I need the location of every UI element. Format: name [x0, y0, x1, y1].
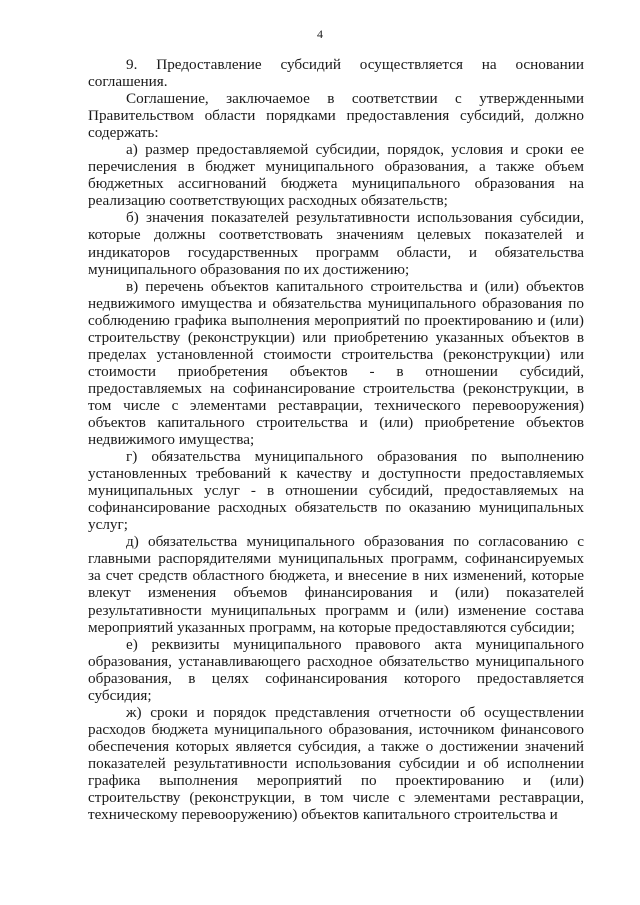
paragraph-item-e: е) реквизиты муниципального правового акта муниципального образования, устанавливающего расходное обязательство муниципального образования, в целях софинансирования которого предоставляется субсидия; [88, 635, 584, 704]
paragraph-agreement-intro: Соглашение, заключаемое в соответствии с утвержденными Правительством области порядками предоставления субсидий, должно содержать: [88, 90, 584, 142]
paragraph-item-d: д) обязательства муниципального образования по согласованию с главными распорядителями муниципальных программ, софинансируемых за счет средств областного бюджета, и внесение в них изменений, которые влекут изменения объемов финансирования и (или) показателей результативности муниципальных программ и (или) изменение состава мероприятий указанных программ, на которые предоставляются субсидии; [88, 533, 584, 636]
paragraph-item-g: г) обязательства муниципального образования по выполнению установленных требований к качеству и доступности предоставляемых муниципальных услуг - в отношении субсидий, предоставляемых на софинансирование расходных обязательств по оказанию муниципальных услуг; [88, 448, 584, 534]
document-body [88, 56, 584, 823]
page-number: 4 [317, 27, 323, 41]
paragraph-item-zh: ж) сроки и порядок представления отчетности об осуществлении расходов бюджета муниципального образования, источником финансового обеспечения которых является субсидия, а также о достижении значений показателей результативности использования субсидии и об исполнении графика выполнения мероприятий по проектированию и (или) строительству (реконструкции, в том числе с элементами реставрации, техническому перевооружению) объектов капитального строительства и [88, 703, 584, 824]
paragraph-item-a: а) размер предоставляемой субсидии, порядок, условия и сроки ее перечисления в бюджет муниципального образования, а также объем бюджетных ассигнований бюджета муниципального образования на реализацию соответствующих расходных обязательств; [88, 141, 584, 210]
paragraph-item-v: в) перечень объектов капитального строительства и (или) объектов недвижимого имущества и обязательства муниципального образования по соблюдению графика выполнения мероприятий по проектированию и (или) строительству (реконструкции) или приобретению указанных объектов в пределах установленной стоимости строительства (реконструкции) или стоимости приобретения объектов - в отношении субсидий, предоставляемых на софинансирование строительства (реконструкции, в том числе с элементами реставрации, технического перевооружения) объектов капитального строительства и (или) приобретение объектов недвижимого имущества; [88, 277, 584, 449]
paragraph-clause-9: 9. Предоставление субсидий осуществляется на основании соглашения. [88, 56, 584, 91]
paragraph-item-b: б) значения показателей результативности использования субсидии, которые должны соответствовать значениям целевых показателей и индикаторов государственных программ области, и обязательства муниципального образования по их достижению; [88, 209, 584, 278]
